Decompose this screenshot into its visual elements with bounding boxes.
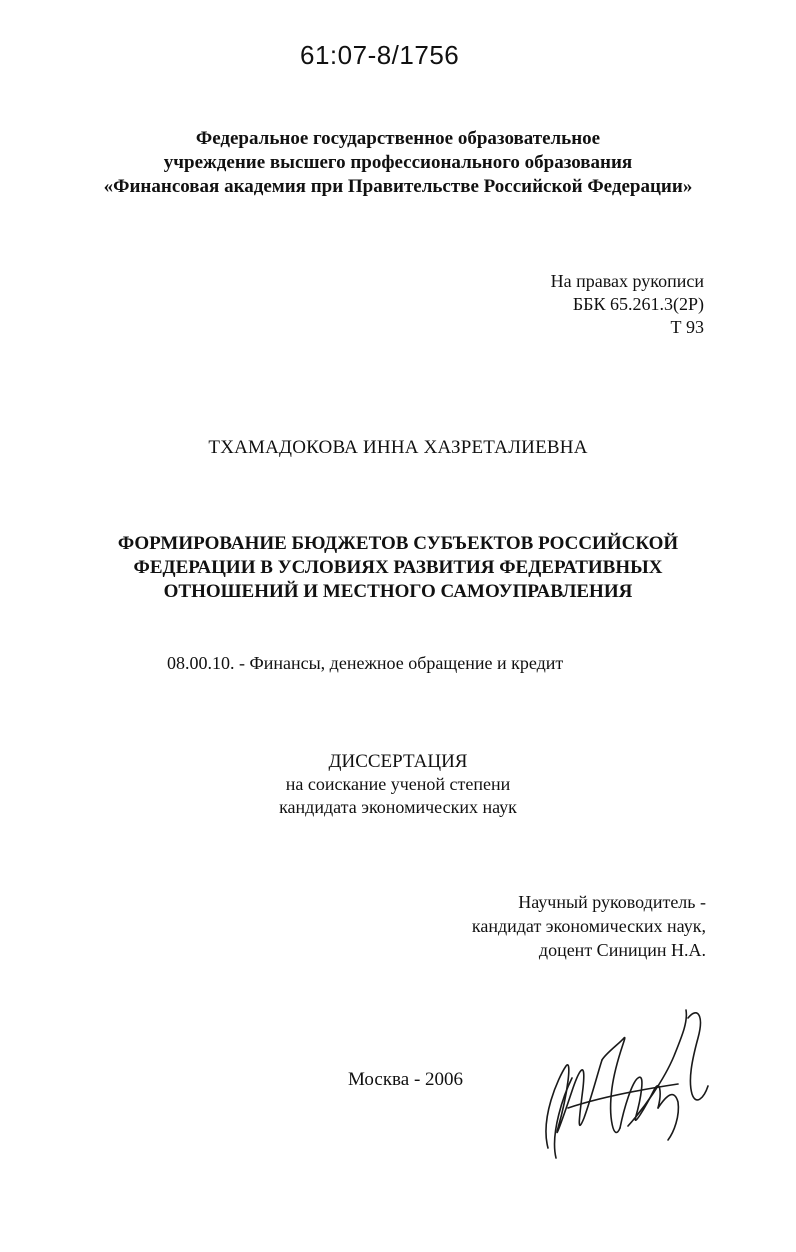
document-type-label: ДИССЕРТАЦИЯ bbox=[328, 751, 468, 772]
degree-purpose-line-1: на соискание ученой степени bbox=[285, 774, 511, 794]
author-index: Т 93 bbox=[670, 317, 704, 337]
archive-code: 61:07-8/1756 bbox=[300, 40, 460, 70]
manuscript-rights-block bbox=[551, 270, 704, 339]
supervisor-name: доцент Синицин Н.А. bbox=[538, 940, 706, 960]
city-year: Москва - 2006 bbox=[348, 1069, 464, 1090]
dissertation-title bbox=[0, 532, 796, 604]
manuscript-rights: На правах рукописи bbox=[550, 271, 704, 291]
signature-image bbox=[528, 998, 718, 1168]
title-line-3: ОТНОШЕНИЙ И МЕСТНОГО САМОУПРАВЛЕНИЯ bbox=[163, 581, 633, 602]
institution-line-3: «Финансовая академия при Правительстве Российской Федерации» bbox=[103, 176, 693, 197]
author-name: ТХАМАДОКОВА ИННА ХАЗРЕТАЛИЕВНА bbox=[208, 437, 588, 458]
supervisor-block bbox=[472, 890, 706, 962]
degree-purpose-line-2: кандидата экономических наук bbox=[279, 797, 517, 817]
title-line-1: ФОРМИРОВАНИЕ БЮДЖЕТОВ СУБЪЕКТОВ РОССИЙСКОЙ bbox=[117, 533, 679, 554]
institution-header bbox=[0, 127, 796, 199]
supervisor-degree: кандидат экономических наук, bbox=[471, 916, 706, 936]
institution-line-1: Федеральное государственное образовательное bbox=[195, 128, 601, 149]
bbk-code: ББК 65.261.3(2Р) bbox=[572, 294, 704, 314]
title-line-2: ФЕДЕРАЦИИ В УСЛОВИЯХ РАЗВИТИЯ ФЕДЕРАТИВНЫХ bbox=[133, 557, 663, 578]
document-type-block bbox=[0, 750, 796, 819]
specialty-code: 08.00.10. - Финансы, денежное обращение и кредит bbox=[167, 653, 564, 673]
institution-line-2: учреждение высшего профессионального образования bbox=[163, 152, 633, 173]
supervisor-role: Научный руководитель - bbox=[518, 892, 706, 912]
